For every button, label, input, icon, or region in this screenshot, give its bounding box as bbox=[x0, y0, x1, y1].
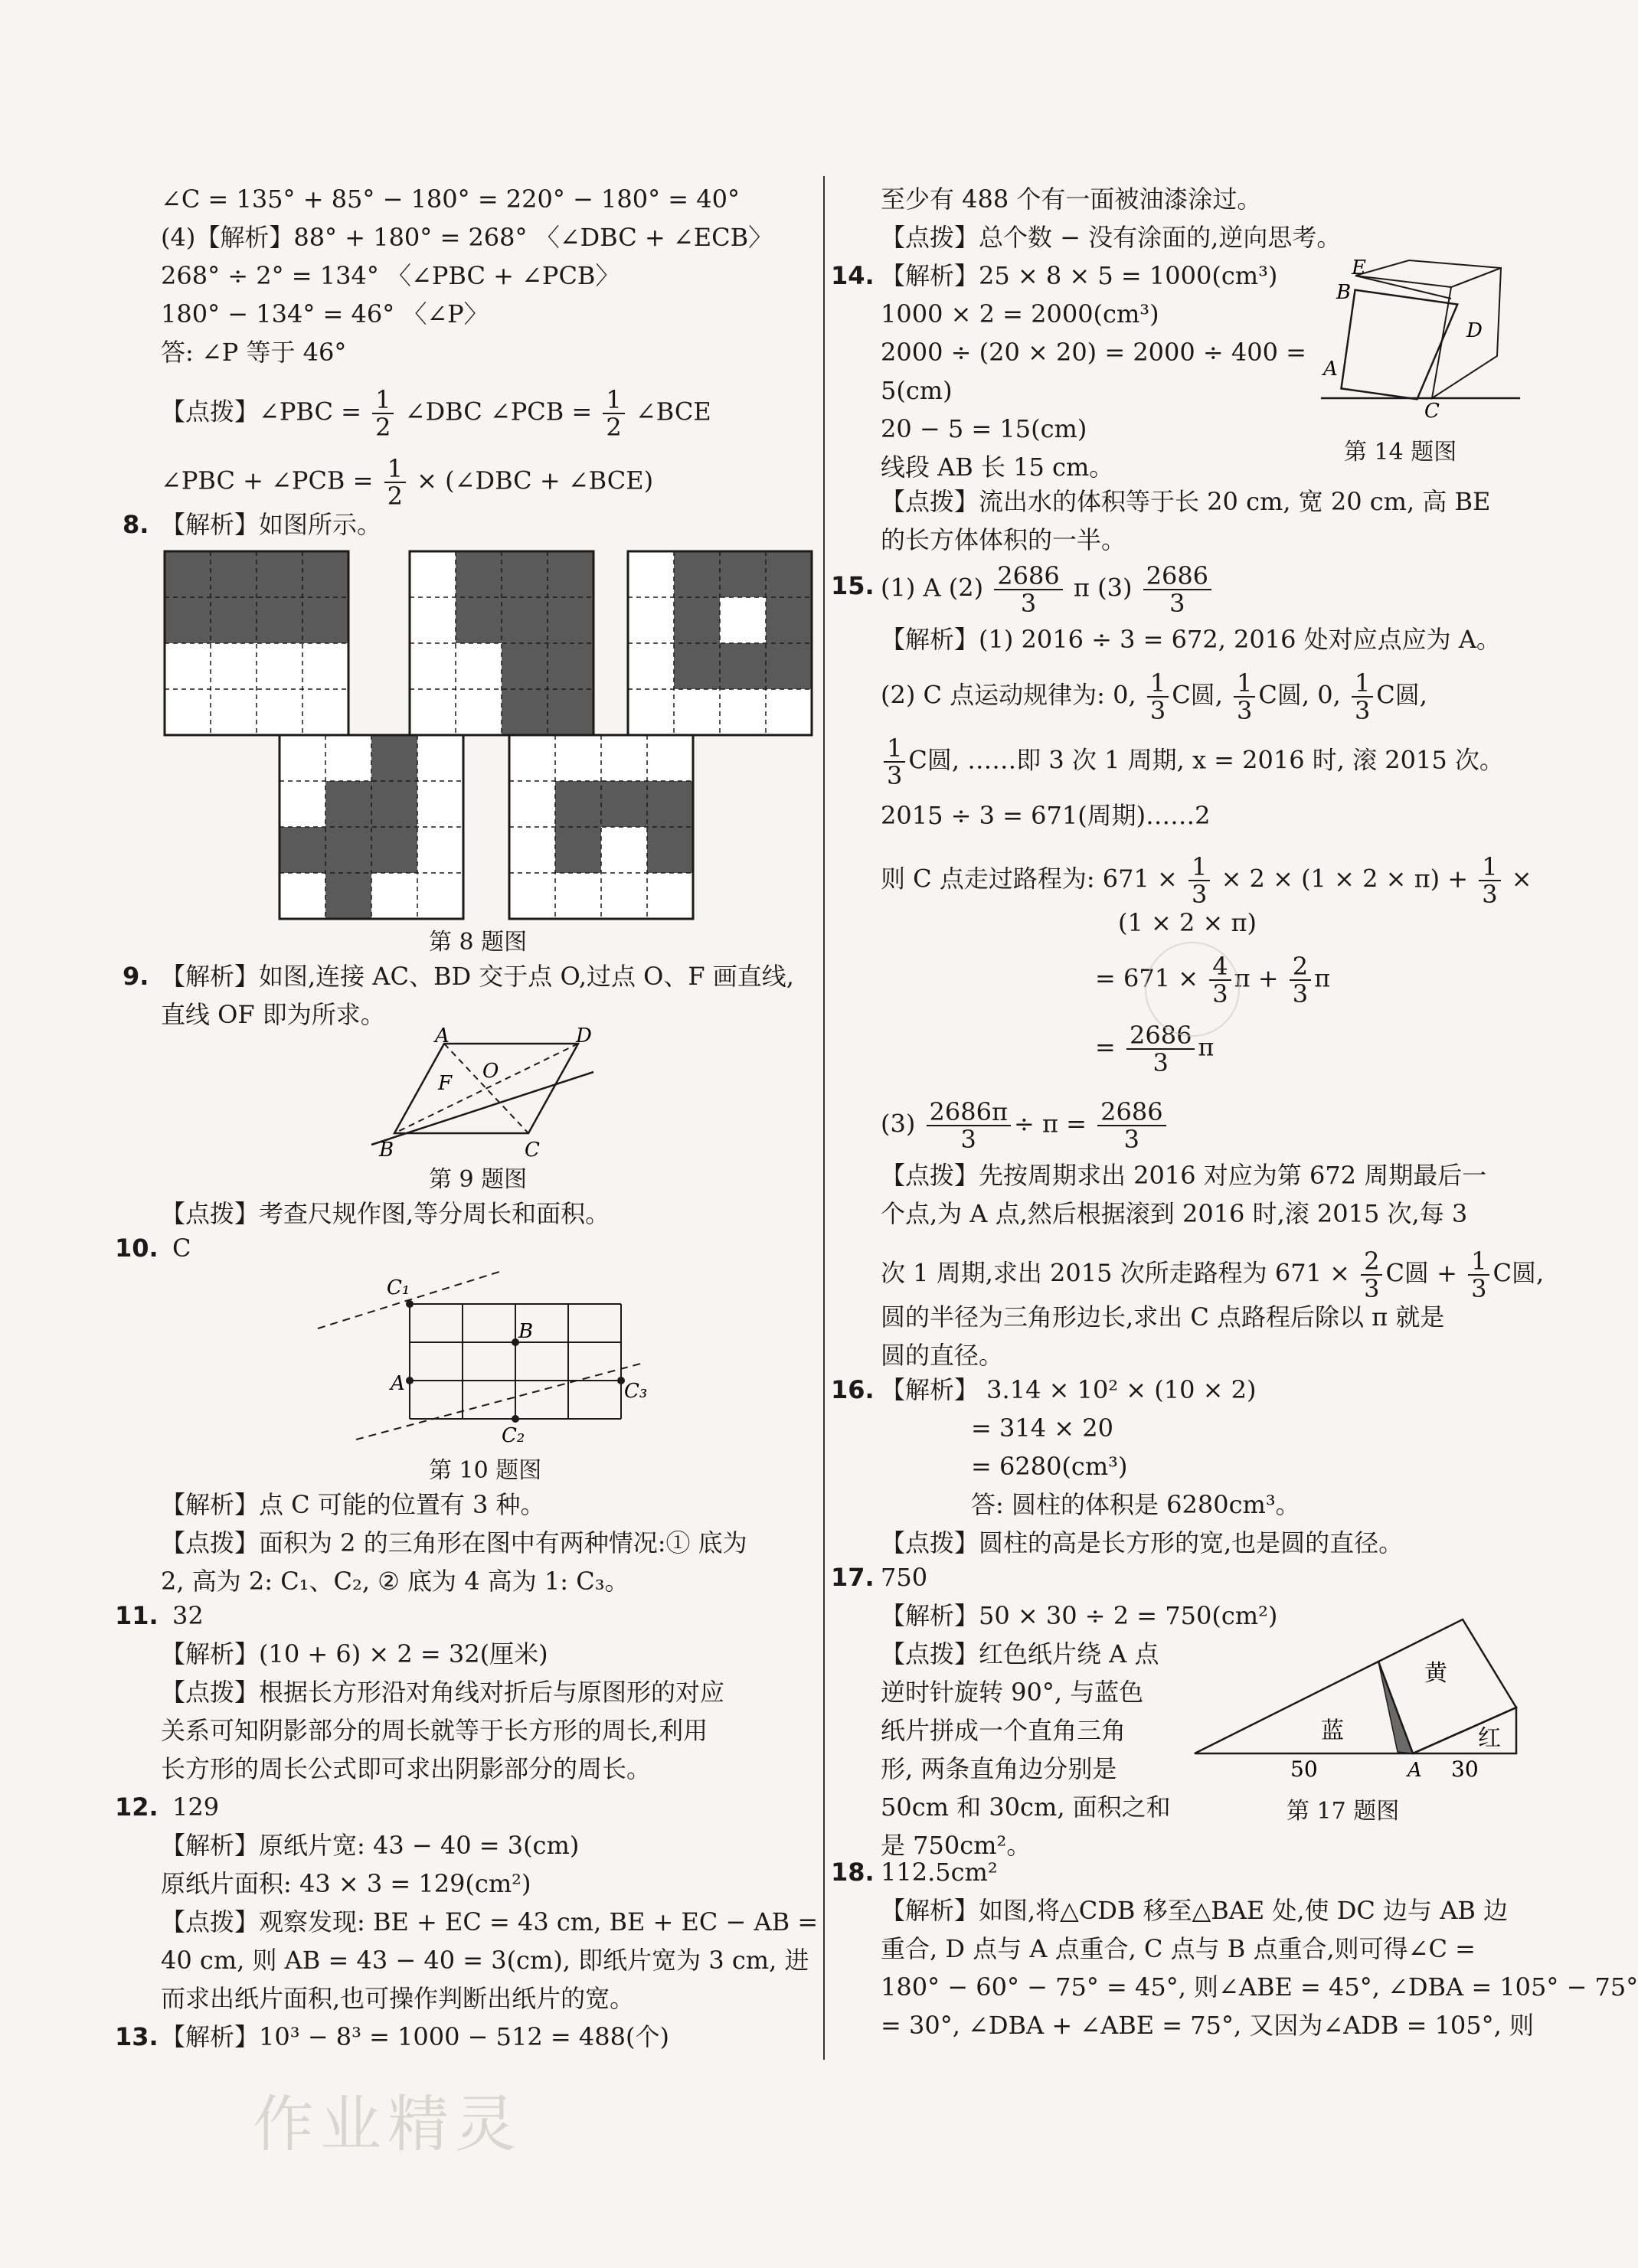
label-30: 30 bbox=[1451, 1757, 1479, 1782]
grid-cell bbox=[628, 643, 674, 689]
figure-caption: 第 8 题图 bbox=[429, 929, 528, 956]
fraction: $\frac{2}{3}$ bbox=[1290, 953, 1311, 1007]
grid-cell bbox=[555, 735, 601, 781]
grid-cell bbox=[720, 597, 766, 643]
grid-cell bbox=[410, 643, 456, 689]
grid-cell bbox=[165, 597, 211, 643]
grid-3 bbox=[628, 551, 812, 735]
label-D: D bbox=[1466, 319, 1483, 342]
label-C2: C₂ bbox=[502, 1424, 525, 1447]
text-line: = $\frac{2686}{3}$ π bbox=[1095, 1021, 1215, 1077]
text-line: 180° − 134° = 46° 〈∠P〉 bbox=[161, 299, 489, 328]
text-line: 【解析】点 C 可能的位置有 3 种。 bbox=[161, 1490, 545, 1519]
figure-8-grids bbox=[161, 551, 812, 919]
question-number: 12. bbox=[115, 1793, 159, 1822]
tip-line: 2, 高为 2: C₁、C₂, ② 底为 4 高为 1: C₃。 bbox=[161, 1567, 629, 1596]
fraction: $\frac{2686}{3}$ bbox=[1126, 1022, 1195, 1076]
fraction: $\frac{1}{3}$ bbox=[1352, 670, 1373, 724]
grid-cell bbox=[766, 689, 812, 735]
tip-line: ∠PBC + ∠PCB = $\frac{1}{2}$ × (∠DBC + ∠BCE) bbox=[161, 454, 654, 511]
tip-line: 【点拨】先按周期求出 2016 对应为第 672 周期最后一 bbox=[881, 1161, 1487, 1190]
tip-line: 逆时针旋转 90°, 与蓝色 bbox=[881, 1678, 1144, 1707]
grid-cell bbox=[548, 551, 593, 597]
grid-5 bbox=[509, 735, 693, 919]
text-line: 重合, D 点与 A 点重合, C 点与 B 点重合,则可得∠C = bbox=[881, 1934, 1476, 1963]
answer: 112.5cm² bbox=[881, 1858, 998, 1887]
label-50: 50 bbox=[1290, 1757, 1318, 1782]
grid-cell bbox=[410, 551, 456, 597]
text-line: = 6280(cm³) bbox=[971, 1452, 1128, 1481]
grid-cell bbox=[509, 781, 555, 827]
label-A: A bbox=[391, 1372, 405, 1395]
tip-line: 长方形的周长公式即可求出阴影部分的周长。 bbox=[161, 1754, 652, 1783]
figure-9-parallelogram bbox=[360, 1025, 613, 1162]
question-number: 11. bbox=[115, 1601, 159, 1630]
grid-cell bbox=[628, 551, 674, 597]
grid-cell bbox=[766, 597, 812, 643]
label-B: B bbox=[518, 1320, 534, 1343]
label-A: A bbox=[1408, 1759, 1422, 1782]
tip-line: 【点拨】观察发现: BE + EC = 43 cm, BE + EC − AB = bbox=[161, 1907, 819, 1936]
tip-line: 【点拨】∠PBC = $\frac{1}{2}$ ∠DBC ∠PCB = $\frac{1}{2}$ ∠BCE bbox=[161, 385, 711, 442]
grid-cell bbox=[325, 781, 371, 827]
grid-cell bbox=[502, 643, 548, 689]
tip-line: 【点拨】红色纸片绕 A 点 bbox=[881, 1639, 1159, 1668]
tip-line: 【点拨】面积为 2 的三角形在图中有两种情况:① 底为 bbox=[161, 1528, 747, 1557]
fraction: $\frac{2}{3}$ bbox=[1361, 1248, 1382, 1302]
grid-cell bbox=[509, 873, 555, 919]
question-number: 18. bbox=[831, 1858, 875, 1887]
fraction: $\frac{1}{3}$ bbox=[884, 735, 905, 789]
grid-cell bbox=[165, 689, 211, 735]
tip-line: 形, 两条直角边分别是 bbox=[881, 1754, 1117, 1783]
grid-cell bbox=[456, 551, 502, 597]
text-line: 20 − 5 = 15(cm) bbox=[881, 414, 1087, 443]
grid-cell bbox=[548, 643, 593, 689]
grid-cell bbox=[417, 873, 463, 919]
grid-cell bbox=[371, 781, 417, 827]
tip-line: 【点拨】总个数 − 没有涂面的,逆向思考。 bbox=[881, 223, 1342, 252]
figure-14-box bbox=[1317, 257, 1524, 421]
text-line: (1 × 2 × π) bbox=[1118, 908, 1257, 937]
grid-cell bbox=[720, 643, 766, 689]
question-number: 15. bbox=[831, 571, 875, 600]
text-line: (4)【解析】88° + 180° = 268° 〈∠DBC + ∠ECB〉 bbox=[161, 223, 773, 252]
fraction: $\frac{1}{2}$ bbox=[603, 387, 624, 440]
grid-cell bbox=[766, 551, 812, 597]
fraction: $\frac{4}{3}$ bbox=[1209, 953, 1231, 1007]
tip-line: 而求出纸片面积,也可操作判断出纸片的宽。 bbox=[161, 1984, 635, 2013]
label-C: C bbox=[1424, 400, 1440, 423]
grid-cell bbox=[502, 597, 548, 643]
grid-cell bbox=[257, 643, 302, 689]
text-line: 原纸片面积: 43 × 3 = 129(cm²) bbox=[161, 1869, 531, 1898]
grid-cell bbox=[410, 597, 456, 643]
question-number: 10. bbox=[115, 1234, 159, 1263]
grid-cell bbox=[325, 873, 371, 919]
figure-10-grid bbox=[310, 1267, 678, 1447]
grid-cell bbox=[211, 689, 257, 735]
grid-cell bbox=[325, 827, 371, 873]
figure-caption: 第 10 题图 bbox=[429, 1457, 542, 1484]
question-number: 13. bbox=[115, 2022, 159, 2051]
grid-cell bbox=[601, 827, 647, 873]
answer: 750 bbox=[881, 1563, 928, 1592]
text-line: (3) $\frac{2686\pi}{3}$ ÷ π = $\frac{2686}{3}$ bbox=[881, 1099, 1169, 1152]
text-line: 则 C 点走过路程为: 671 × $\frac{1}{3}$ × 2 × (1 × 2 × π) + $\frac{1}{3}$ × bbox=[881, 852, 1532, 909]
grid-cell bbox=[302, 643, 348, 689]
question-number: 9. bbox=[123, 962, 149, 991]
text-line: 答: 圆柱的体积是 6280cm³。 bbox=[971, 1490, 1300, 1519]
grid-cell bbox=[647, 781, 693, 827]
answer: 129 bbox=[172, 1793, 220, 1822]
grid-cell bbox=[548, 689, 593, 735]
grid-cell bbox=[720, 689, 766, 735]
question-number: 8. bbox=[123, 510, 149, 539]
text-line: 线段 AB 长 15 cm。 bbox=[881, 453, 1114, 482]
text-line: $\frac{1}{3}$ C圆, ……即 3 次 1 周期, x = 2016 时, 滚 2015 次。 bbox=[881, 735, 1504, 789]
text-line: = 671 × $\frac{4}{3}$ π + $\frac{2}{3}$ π bbox=[1095, 952, 1331, 1008]
label-blue: 蓝 bbox=[1321, 1717, 1344, 1744]
grid-cell bbox=[417, 827, 463, 873]
label-E: E bbox=[1352, 257, 1366, 279]
grid-cell bbox=[674, 551, 720, 597]
grid-cell bbox=[628, 597, 674, 643]
grid-1 bbox=[165, 551, 348, 735]
grid-cell bbox=[211, 643, 257, 689]
text-line: 【解析】25 × 8 × 5 = 1000(cm³) bbox=[881, 261, 1278, 290]
fraction: $\frac{1}{3}$ bbox=[1479, 854, 1500, 907]
grid-cell bbox=[509, 735, 555, 781]
text-line: 【解析】50 × 30 ÷ 2 = 750(cm²) bbox=[881, 1601, 1278, 1630]
fraction: $\frac{1}{3}$ bbox=[1147, 670, 1169, 724]
fraction: $\frac{1}{3}$ bbox=[1468, 1248, 1489, 1302]
answer-line: (1) A (2) $\frac{2686}{3}$ π (3) $\frac{2686}{3}$ bbox=[881, 563, 1215, 616]
grid-cell bbox=[325, 735, 371, 781]
text-line: 180° − 60° − 75° = 45°, 则∠ABE = 45°, ∠DBA = 105° − 75° bbox=[881, 1972, 1638, 2002]
question-number: 17. bbox=[831, 1563, 875, 1592]
text-line: 【解析】如图所示。 bbox=[161, 510, 382, 539]
grid-cell bbox=[509, 827, 555, 873]
text-line: 268° ÷ 2° = 134° 〈∠PBC + ∠PCB〉 bbox=[161, 261, 620, 290]
text-line: ∠C = 135° + 85° − 180° = 220° − 180° = 40° bbox=[161, 185, 740, 214]
text-line: 【解析】如图,将△CDB 移至△BAE 处,使 DC 边与 AB 边 bbox=[881, 1896, 1509, 1925]
grid-cell bbox=[555, 873, 601, 919]
grid-cell bbox=[257, 597, 302, 643]
text-line: 【解析】如图,连接 AC、BD 交于点 O,过点 O、F 画直线, bbox=[161, 962, 794, 991]
grid-cell bbox=[257, 551, 302, 597]
grid-cell bbox=[548, 597, 593, 643]
tip-line: 是 750cm²。 bbox=[881, 1831, 1032, 1860]
grid-cell bbox=[456, 643, 502, 689]
text-line: 【解析】(10 + 6) × 2 = 32(厘米) bbox=[161, 1639, 548, 1668]
answer: C bbox=[172, 1234, 191, 1263]
tip-line: 个点,为 A 点,然后根据滚到 2016 时,滚 2015 次,每 3 bbox=[881, 1199, 1468, 1228]
question-number: 14. bbox=[831, 261, 875, 290]
label-F: F bbox=[438, 1072, 453, 1095]
label-C1: C₁ bbox=[387, 1276, 410, 1299]
label-A: A bbox=[435, 1025, 450, 1047]
grid-cell bbox=[601, 781, 647, 827]
grid-cell bbox=[720, 551, 766, 597]
grid-cell bbox=[417, 735, 463, 781]
text-line: 2000 ÷ (20 × 20) = 2000 ÷ 400 = bbox=[881, 338, 1306, 367]
grid-cell bbox=[601, 873, 647, 919]
stamp-mark bbox=[1145, 942, 1240, 1037]
text-line: 直线 OF 即为所求。 bbox=[161, 1000, 385, 1029]
grid-cell bbox=[601, 735, 647, 781]
label-C3: C₃ bbox=[624, 1380, 648, 1403]
tip-line: 40 cm, 则 AB = 43 − 40 = 3(cm), 即纸片宽为 3 cm, 进 bbox=[161, 1946, 809, 1975]
watermark: 作业精灵 bbox=[253, 2089, 522, 2160]
grid-cell bbox=[165, 551, 211, 597]
figure-caption: 第 9 题图 bbox=[429, 1166, 528, 1193]
grid-cell bbox=[766, 643, 812, 689]
label-yellow: 黄 bbox=[1424, 1660, 1447, 1687]
fraction: $\frac{1}{2}$ bbox=[384, 456, 406, 509]
text-line: 【解析】10³ − 8³ = 1000 − 512 = 488(个) bbox=[161, 2022, 669, 2051]
grid-cell bbox=[555, 827, 601, 873]
figure-caption: 第 17 题图 bbox=[1287, 1798, 1400, 1825]
grid-cell bbox=[211, 551, 257, 597]
grid-cell bbox=[280, 735, 325, 781]
tip-line: 【点拨】考查尺规作图,等分周长和面积。 bbox=[161, 1199, 610, 1228]
grid-cell bbox=[302, 551, 348, 597]
grid-cell bbox=[280, 873, 325, 919]
fraction: $\frac{1}{2}$ bbox=[372, 387, 394, 440]
text-line: 答: ∠P 等于 46° bbox=[161, 338, 347, 367]
text-line: 【解析】(1) 2016 ÷ 3 = 672, 2016 处对应点应为 A。 bbox=[881, 625, 1501, 654]
tip-line: 50cm 和 30cm, 面积之和 bbox=[881, 1793, 1171, 1822]
text-line: 至少有 488 个有一面被油漆涂过。 bbox=[881, 185, 1262, 214]
tip-line: 关系可知阴影部分的周长就等于长方形的周长,利用 bbox=[161, 1716, 708, 1745]
text-line: 2015 ÷ 3 = 671(周期)……2 bbox=[881, 801, 1211, 830]
text-line: 1000 × 2 = 2000(cm³) bbox=[881, 299, 1159, 328]
label-D: D bbox=[576, 1025, 592, 1047]
label-C: C bbox=[525, 1139, 540, 1162]
grid-4 bbox=[280, 735, 463, 919]
grid-cell bbox=[647, 873, 693, 919]
grid-cell bbox=[647, 827, 693, 873]
fraction: $\frac{2686\pi}{3}$ bbox=[927, 1099, 1011, 1152]
figure-caption: 第 14 题图 bbox=[1344, 439, 1457, 466]
grid-cell bbox=[456, 689, 502, 735]
grid-cell bbox=[371, 873, 417, 919]
grid-cell bbox=[257, 689, 302, 735]
column-divider bbox=[823, 176, 825, 2060]
grid-cell bbox=[502, 689, 548, 735]
fraction: $\frac{2686}{3}$ bbox=[994, 563, 1062, 616]
label-O: O bbox=[482, 1060, 499, 1083]
tip-line: 【点拨】圆柱的高是长方形的宽,也是圆的直径。 bbox=[881, 1528, 1404, 1557]
text-line: = 30°, ∠DBA + ∠ABE = 75°, 又因为∠ADB = 105°, 则 bbox=[881, 2011, 1534, 2040]
answer: 32 bbox=[172, 1601, 204, 1630]
text-line: 【解析】原纸片宽: 43 − 40 = 3(cm) bbox=[161, 1831, 580, 1860]
text-line: 5(cm) bbox=[881, 376, 953, 405]
grid-cell bbox=[674, 689, 720, 735]
grid-cell bbox=[410, 689, 456, 735]
question-number: 16. bbox=[831, 1375, 875, 1404]
grid-2 bbox=[410, 551, 593, 735]
grid-cell bbox=[674, 643, 720, 689]
figure-17-triangles bbox=[1191, 1616, 1520, 1784]
tip-line: 【点拨】流出水的体积等于长 20 cm, 宽 20 cm, 高 BE bbox=[881, 487, 1491, 516]
grid-cell bbox=[417, 781, 463, 827]
grid-cell bbox=[302, 689, 348, 735]
grid-cell bbox=[555, 781, 601, 827]
grid-cell bbox=[280, 827, 325, 873]
label-A: A bbox=[1323, 358, 1338, 381]
tip-line: 的长方体体积的一半。 bbox=[881, 525, 1126, 554]
grid-cell bbox=[628, 689, 674, 735]
fraction: $\frac{1}{3}$ bbox=[1234, 670, 1255, 724]
fraction: $\frac{1}{3}$ bbox=[1188, 854, 1210, 907]
text-line: 【解析】 3.14 × 10² × (10 × 2) bbox=[881, 1375, 1257, 1404]
grid-cell bbox=[371, 735, 417, 781]
tip-line: 纸片拼成一个直角三角 bbox=[881, 1716, 1126, 1745]
fraction: $\frac{2686}{3}$ bbox=[1143, 563, 1211, 616]
text-line: = 314 × 20 bbox=[971, 1413, 1113, 1443]
tip-line: 次 1 周期,求出 2015 次所走路程为 671 × $\frac{2}{3}$ C圆 + $\frac{1}{3}$ C圆, bbox=[881, 1247, 1545, 1303]
tip-line: 圆的半径为三角形边长,求出 C 点路程后除以 π 就是 bbox=[881, 1302, 1445, 1332]
grid-cell bbox=[165, 643, 211, 689]
grid-cell bbox=[302, 597, 348, 643]
grid-cell bbox=[211, 597, 257, 643]
label-B: B bbox=[379, 1139, 394, 1162]
label-B: B bbox=[1336, 281, 1352, 304]
text-line: (2) C 点运动规律为: 0, $\frac{1}{3}$ C圆, $\frac{1}{3}$ C圆, 0, $\frac{1}{3}$ C圆, bbox=[881, 668, 1427, 725]
grid-cell bbox=[456, 597, 502, 643]
grid-cell bbox=[280, 781, 325, 827]
grid-cell bbox=[371, 827, 417, 873]
grid-cell bbox=[502, 551, 548, 597]
tip-line: 圆的直径。 bbox=[881, 1341, 1004, 1370]
tip-line: 【点拨】根据长方形沿对角线对折后与原图形的对应 bbox=[161, 1678, 725, 1707]
grid-cell bbox=[647, 735, 693, 781]
fraction: $\frac{2686}{3}$ bbox=[1097, 1099, 1166, 1152]
grid-cell bbox=[674, 597, 720, 643]
label-red: 红 bbox=[1478, 1725, 1501, 1752]
